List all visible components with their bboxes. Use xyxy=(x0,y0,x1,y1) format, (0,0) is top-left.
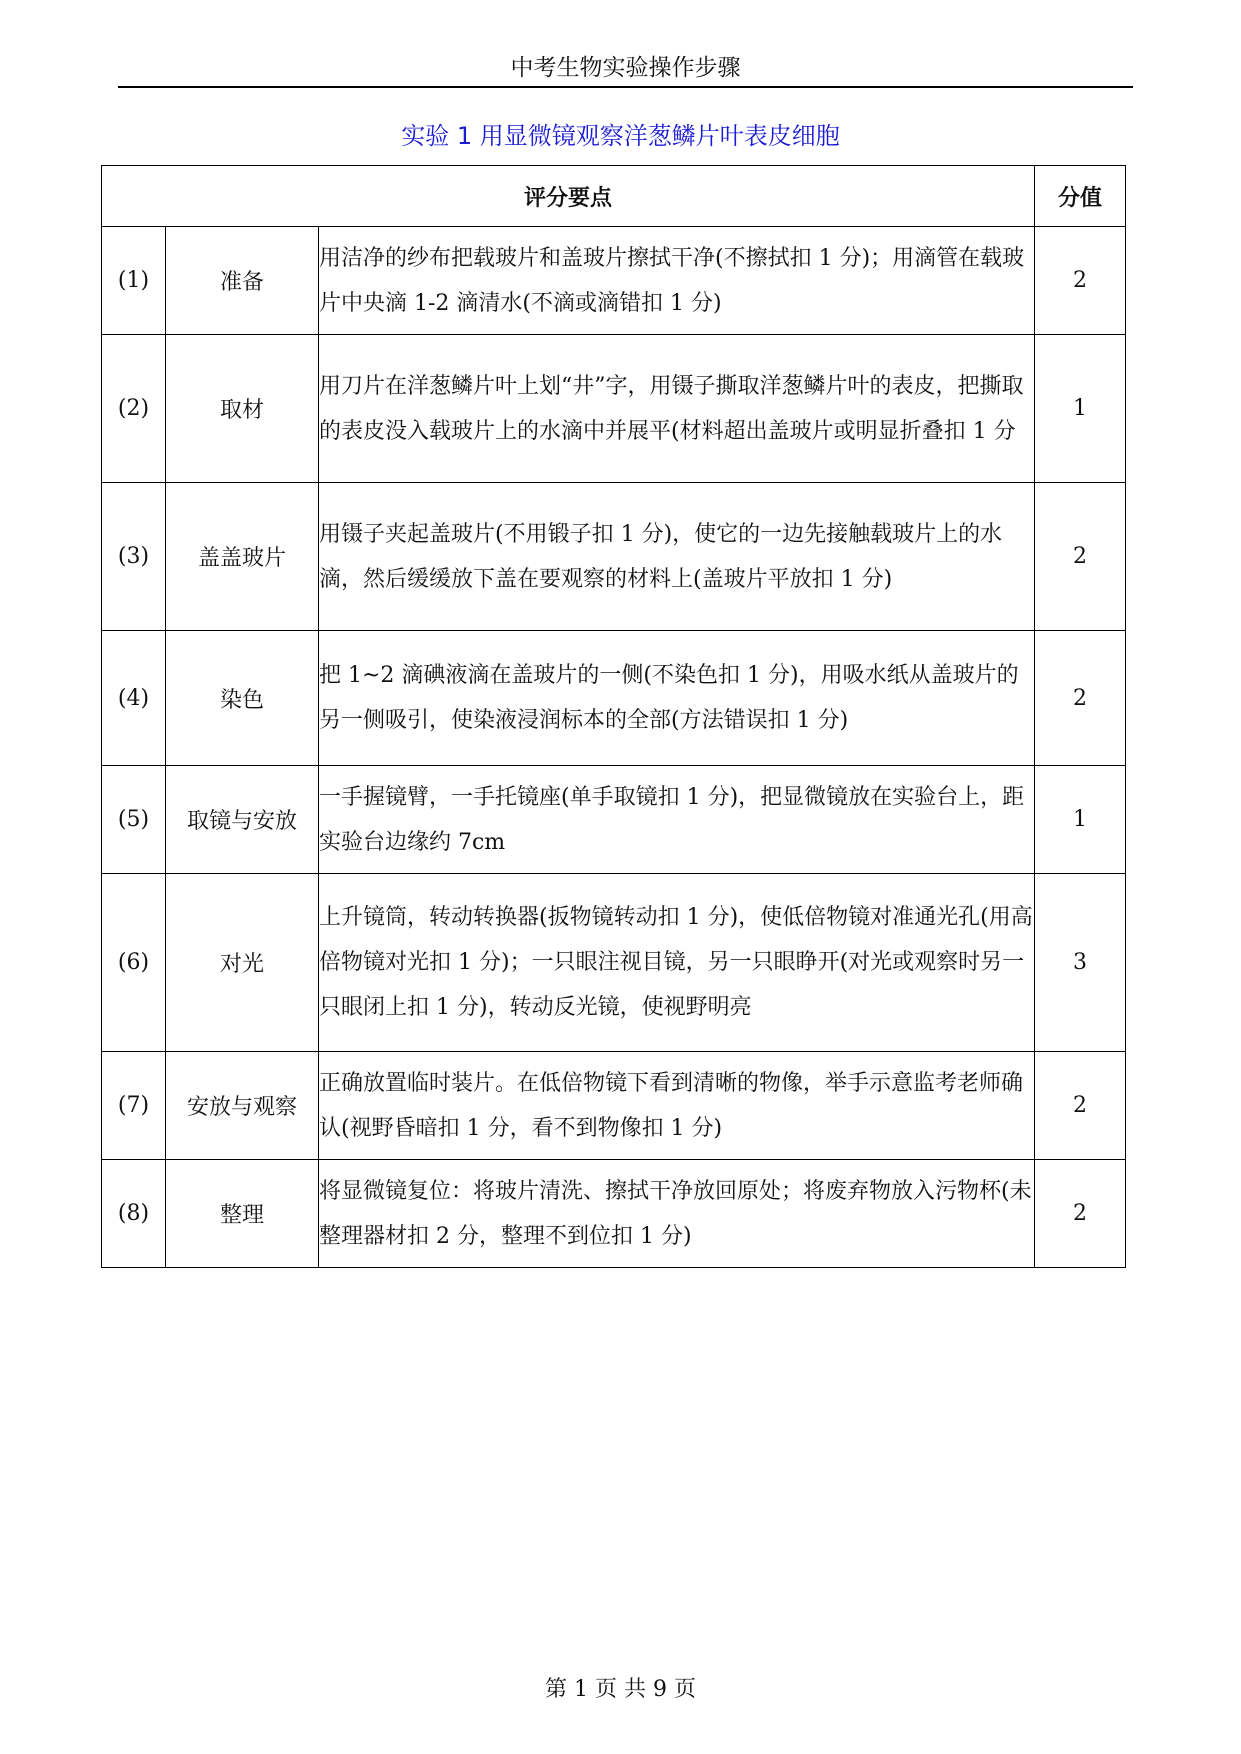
table-row xyxy=(102,335,1126,483)
step-description: 一手握镜臂，一手托镜座(单手取镜扣 1 分)，把显微镜放在实验台上，距实验台边缘约 7cm xyxy=(319,766,1035,874)
step-description: 用刀片在洋葱鳞片叶上划“井”字，用镊子撕取洋葱鳞片叶的表皮，把撕取的表皮没入载玻片上的水滴中并展平(材料超出盖玻片或明显折叠扣 1 分 xyxy=(319,335,1035,483)
table-row xyxy=(102,1052,1126,1160)
step-score: 2 xyxy=(1035,1160,1126,1268)
step-score: 2 xyxy=(1035,631,1126,766)
step-score: 2 xyxy=(1035,483,1126,631)
experiment-title: 实验 1 用显微镜观察洋葱鳞片叶表皮细胞 xyxy=(401,122,840,150)
step-name: 对光 xyxy=(166,874,319,1052)
header-scoring-points: 评分要点 xyxy=(102,166,1035,227)
step-score: 2 xyxy=(1035,1052,1126,1160)
step-number: (3) xyxy=(102,483,166,631)
step-name: 盖盖玻片 xyxy=(166,483,319,631)
step-number: (8) xyxy=(102,1160,166,1268)
scoring-table xyxy=(101,165,1126,1268)
step-name: 安放与观察 xyxy=(166,1052,319,1160)
step-name: 准备 xyxy=(166,227,319,335)
table-row xyxy=(102,874,1126,1052)
step-description: 正确放置临时装片。在低倍物镜下看到清晰的物像，举手示意监考老师确认(视野昏暗扣 1 分，看不到物像扣 1 分) xyxy=(319,1052,1035,1160)
step-number: (1) xyxy=(102,227,166,335)
step-description: 将显微镜复位：将玻片清洗、擦拭干净放回原处；将废弃物放入污物杯(未整理器材扣 2 分，整理不到位扣 1 分) xyxy=(319,1160,1035,1268)
page-footer: 第 1 页 共 9 页 xyxy=(545,1677,696,1702)
step-score: 1 xyxy=(1035,766,1126,874)
page-header: 中考生物实验操作步骤 xyxy=(118,52,1133,88)
step-description: 用镊子夹起盖玻片(不用锻子扣 1 分)，使它的一边先接触载玻片上的水滴，然后缓缓放下盖在要观察的材料上(盖玻片平放扣 1 分) xyxy=(319,483,1035,631)
step-number: (2) xyxy=(102,335,166,483)
step-number: (4) xyxy=(102,631,166,766)
table-header-row xyxy=(102,166,1126,227)
step-name: 整理 xyxy=(166,1160,319,1268)
table-row xyxy=(102,766,1126,874)
step-number: (5) xyxy=(102,766,166,874)
step-description: 上升镜筒，转动转换器(扳物镜转动扣 1 分)，使低倍物镜对准通光孔(用高倍物镜对光扣 1 分)；一只眼注视目镜，另一只眼睁开(对光或观察时另一只眼闭上扣 1 分)，转动反光镜，使视野明亮 xyxy=(319,874,1035,1052)
step-description: 把 1~2 滴碘液滴在盖玻片的一侧(不染色扣 1 分)，用吸水纸从盖玻片的另一侧吸引，使染液浸润标本的全部(方法错误扣 1 分) xyxy=(319,631,1035,766)
table-row xyxy=(102,483,1126,631)
step-name: 染色 xyxy=(166,631,319,766)
table-row xyxy=(102,631,1126,766)
step-description: 用洁净的纱布把载玻片和盖玻片擦拭干净(不擦拭扣 1 分)；用滴管在载玻片中央滴 1-2 滴清水(不滴或滴错扣 1 分) xyxy=(319,227,1035,335)
step-number: (7) xyxy=(102,1052,166,1160)
step-score: 2 xyxy=(1035,227,1126,335)
header-score: 分值 xyxy=(1035,166,1126,227)
table-row xyxy=(102,1160,1126,1268)
step-name: 取材 xyxy=(166,335,319,483)
table-row xyxy=(102,227,1126,335)
step-number: (6) xyxy=(102,874,166,1052)
step-score: 1 xyxy=(1035,335,1126,483)
step-score: 3 xyxy=(1035,874,1126,1052)
step-name: 取镜与安放 xyxy=(166,766,319,874)
